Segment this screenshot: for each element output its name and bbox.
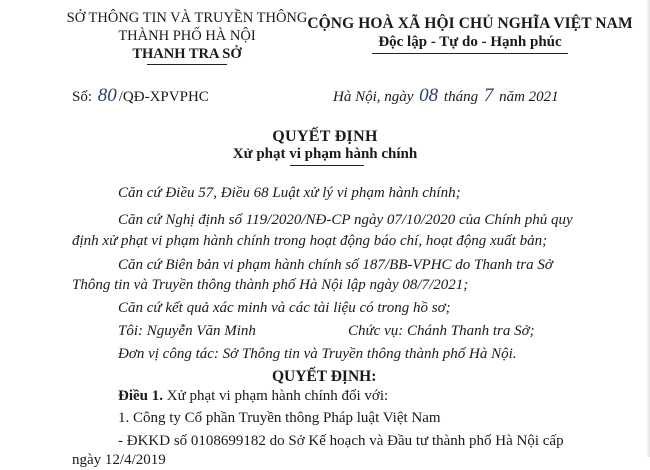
place-and-date [333, 85, 559, 107]
day-handwritten: 08 [419, 85, 439, 106]
legal-basis-1: Căn cứ Điều 57, Điều 68 Luật xử lý vi phạm hành chính; [118, 185, 461, 201]
work-unit: Đơn vị công tác: Sở Thông tin và Truyền thông thành phố Hà Nội. [118, 346, 517, 362]
agency-name-line1: SỞ THÔNG TIN VÀ TRUYỀN THÔNG [66, 10, 308, 26]
legal-basis-3-line1: Căn cứ Biên bản vi phạm hành chính số 187/BB-VPHC do Thanh tra Sở [118, 257, 553, 273]
subtitle-underline [290, 165, 364, 166]
doc-number-prefix: Số: [72, 89, 93, 105]
legal-basis-2-line1: Căn cứ Nghị định số 119/2020/NĐ-CP ngày 07/10/2020 của Chính phủ quy [118, 212, 573, 228]
scan-edge-shadow [646, 0, 650, 457]
document-subtitle: Xử phạt vi phạm hành chính [232, 146, 418, 162]
doc-number-handwritten: 80 [97, 85, 117, 106]
decision-heading: QUYẾT ĐỊNH: [272, 368, 377, 385]
agency-name-line2: THÀNH PHỐ HÀ NỘI [118, 28, 256, 44]
doc-number-suffix: /QĐ-XPVPHC [118, 89, 209, 105]
month-label: tháng [443, 89, 479, 105]
signer-position: Chức vụ: Chánh Thanh tra Sở; [348, 323, 535, 339]
signer-name: Tôi: Nguyễn Văn Minh [118, 323, 256, 339]
issuing-agency-header [62, 9, 312, 65]
item-1-company: 1. Công ty Cổ phần Truyền thông Pháp luật Việt Nam [118, 410, 441, 426]
legal-basis-3-line2: Thông tin và Truyền thông thành phố Hà Nội lập ngày 08/7/2021; [72, 277, 469, 293]
nation-name: CỘNG HOÀ XÃ HỘI CHỦ NGHĨA VIỆT NAM [307, 15, 633, 32]
article-1-label: Điều 1. [118, 388, 163, 404]
national-motto: Độc lập - Tự do - Hạnh phúc [378, 34, 562, 50]
legal-basis-4: Căn cứ kết quả xác minh và các tài liệu có trong hồ sơ; [118, 300, 451, 316]
document-title: QUYẾT ĐỊNH [272, 128, 378, 145]
year-text: năm 2021 [499, 89, 559, 105]
motto-underline [372, 53, 568, 54]
article-1-text: Xử phạt vi phạm hành chính đối với: [166, 388, 389, 404]
month-handwritten: 7 [483, 85, 494, 106]
legal-basis-2-line2: định xử phạt vi phạm hành chính trong hoạt động báo chí, hoạt động xuất bản; [72, 233, 548, 249]
agency-unit: THANH TRA SỞ [132, 46, 242, 62]
place-text: Hà Nội, ngày [333, 89, 414, 105]
item-1-registration: - ĐKKD số 0108699182 do Sở Kế hoạch và Đầu tư thành phố Hà Nội cấp [118, 433, 564, 449]
item-1-registration-cont: ngày 12/4/2019 [72, 452, 166, 468]
agency-underline [147, 64, 227, 65]
national-header [300, 14, 640, 54]
article-1 [118, 387, 388, 406]
document-number [72, 85, 209, 107]
